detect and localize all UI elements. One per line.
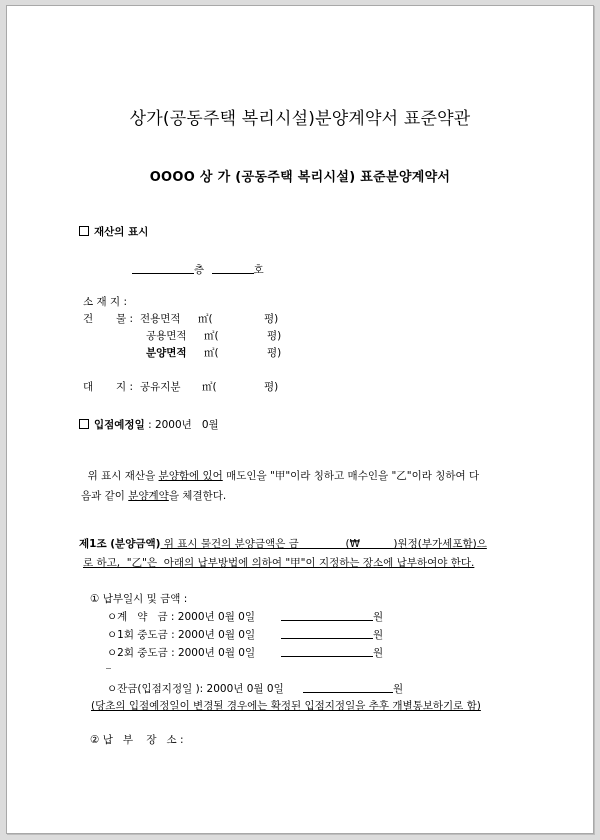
- payment-note-text: (당초의 입점예정일이 변경될 경우에는 확정된 입점지정일을 추후 개별통보하기로 함): [91, 700, 481, 712]
- article1-heading: 제1조 (분양금액): [79, 538, 161, 550]
- building-label-1: 건: [83, 313, 94, 325]
- article1-line-1: [79, 536, 487, 551]
- checkbox-square-icon: [79, 419, 89, 429]
- unit-suffix: 호: [253, 264, 264, 276]
- payment-row-deposit: [107, 609, 383, 624]
- area-m2: ㎡(: [204, 347, 219, 359]
- intro-underlined: 분양함에 있어: [158, 470, 223, 482]
- area-pyeong: 평): [264, 313, 279, 325]
- payment-row-label: ㅇ2회 중도금 : 2000년 0월 0일: [107, 647, 256, 659]
- won-suffix: 원: [373, 647, 384, 659]
- payment-heading: ① 납부일시 및 금액 :: [90, 593, 188, 605]
- won-suffix: 원: [373, 629, 384, 641]
- payment-row-label: ㅇ잔금(입점지정일 ): 2000년 0월 0일: [107, 683, 284, 695]
- checkbox-square-icon: [79, 226, 89, 236]
- amount-blank[interactable]: [281, 609, 373, 621]
- floor-blank[interactable]: [132, 262, 194, 274]
- move-in-value: : 2000년 0월: [148, 419, 219, 431]
- unit-blank[interactable]: [212, 262, 254, 274]
- document-subtitle: OOOO 상 가 (공동주택 복리시설) 표준분양계약서: [149, 170, 451, 185]
- land-label-1: 대: [83, 381, 94, 393]
- floor-unit-line: [132, 262, 264, 277]
- intro-text: 위 표시 재산을: [81, 470, 159, 482]
- article1-text: 로 하고, "乙"은 아래의 납부방법에 의하여 "甲"이 지정하는 장소에 납부하여야 한다.: [83, 557, 475, 569]
- area-m2: ㎡(: [198, 313, 213, 325]
- payment-row-interim-1: [107, 627, 383, 642]
- payment-place-label: ② 납 부 장 소 :: [90, 734, 184, 746]
- article1-line-2: [83, 555, 474, 570]
- area-pyeong: 평): [267, 347, 282, 359]
- intro-text: 매도인을 "甲"이라 칭하고 매수인을 "乙"이라 칭하여 다: [222, 470, 480, 482]
- document-page: [6, 5, 594, 834]
- amount-blank[interactable]: [303, 681, 393, 693]
- land-area-pyeong: 평): [264, 381, 279, 393]
- building-label-2: 물 :: [116, 313, 134, 325]
- land-area-m2: ㎡(: [202, 381, 217, 393]
- amount-blank[interactable]: [281, 627, 373, 639]
- area-row-sale: [146, 345, 281, 360]
- floor-suffix: 층: [194, 264, 205, 276]
- section-heading-property: [79, 224, 148, 239]
- area-label: 분양면적: [146, 347, 187, 359]
- land-area-row: [140, 379, 278, 394]
- move-in-heading: 입점예정일: [94, 419, 145, 431]
- location-label: 소 재 지 :: [83, 296, 127, 308]
- area-pyeong: 평): [267, 330, 282, 342]
- section-heading-label: 재산의 표시: [94, 226, 149, 238]
- intro-line-1: [81, 468, 479, 483]
- payment-row-interim-2: [107, 645, 383, 660]
- payment-row-label: ㅇ계 약 금 : 2000년 0월 0일: [107, 611, 255, 623]
- intro-text: 음과 같이: [81, 490, 129, 502]
- intro-text: 을 체결한다.: [168, 490, 227, 502]
- payment-note: [91, 698, 481, 713]
- move-in-date-line: [79, 417, 219, 432]
- area-row-common: [146, 328, 281, 343]
- area-row-exclusive: [140, 311, 278, 326]
- dash-mark: [106, 668, 111, 669]
- area-m2: ㎡(: [204, 330, 219, 342]
- won-suffix: 원: [393, 683, 404, 695]
- intro-underlined: 분양계약: [128, 490, 169, 502]
- payment-row-label: ㅇ1회 중도금 : 2000년 0월 0일: [107, 629, 256, 641]
- land-label-2: 지 :: [116, 381, 134, 393]
- land-area-label: 공유지분: [140, 381, 181, 393]
- area-label: 전용면적: [140, 313, 181, 325]
- won-suffix: 원: [373, 611, 384, 623]
- article1-text: 위 표시 물건의 분양금액은 금 (₩ )원정(부가세포함)으: [160, 538, 487, 550]
- intro-line-2: [81, 488, 226, 503]
- document-title: 상가(공동주택 복리시설)분양계약서 표준약관: [129, 109, 471, 129]
- amount-blank[interactable]: [281, 645, 373, 657]
- area-label: 공용면적: [146, 330, 187, 342]
- payment-row-balance: [107, 681, 403, 696]
